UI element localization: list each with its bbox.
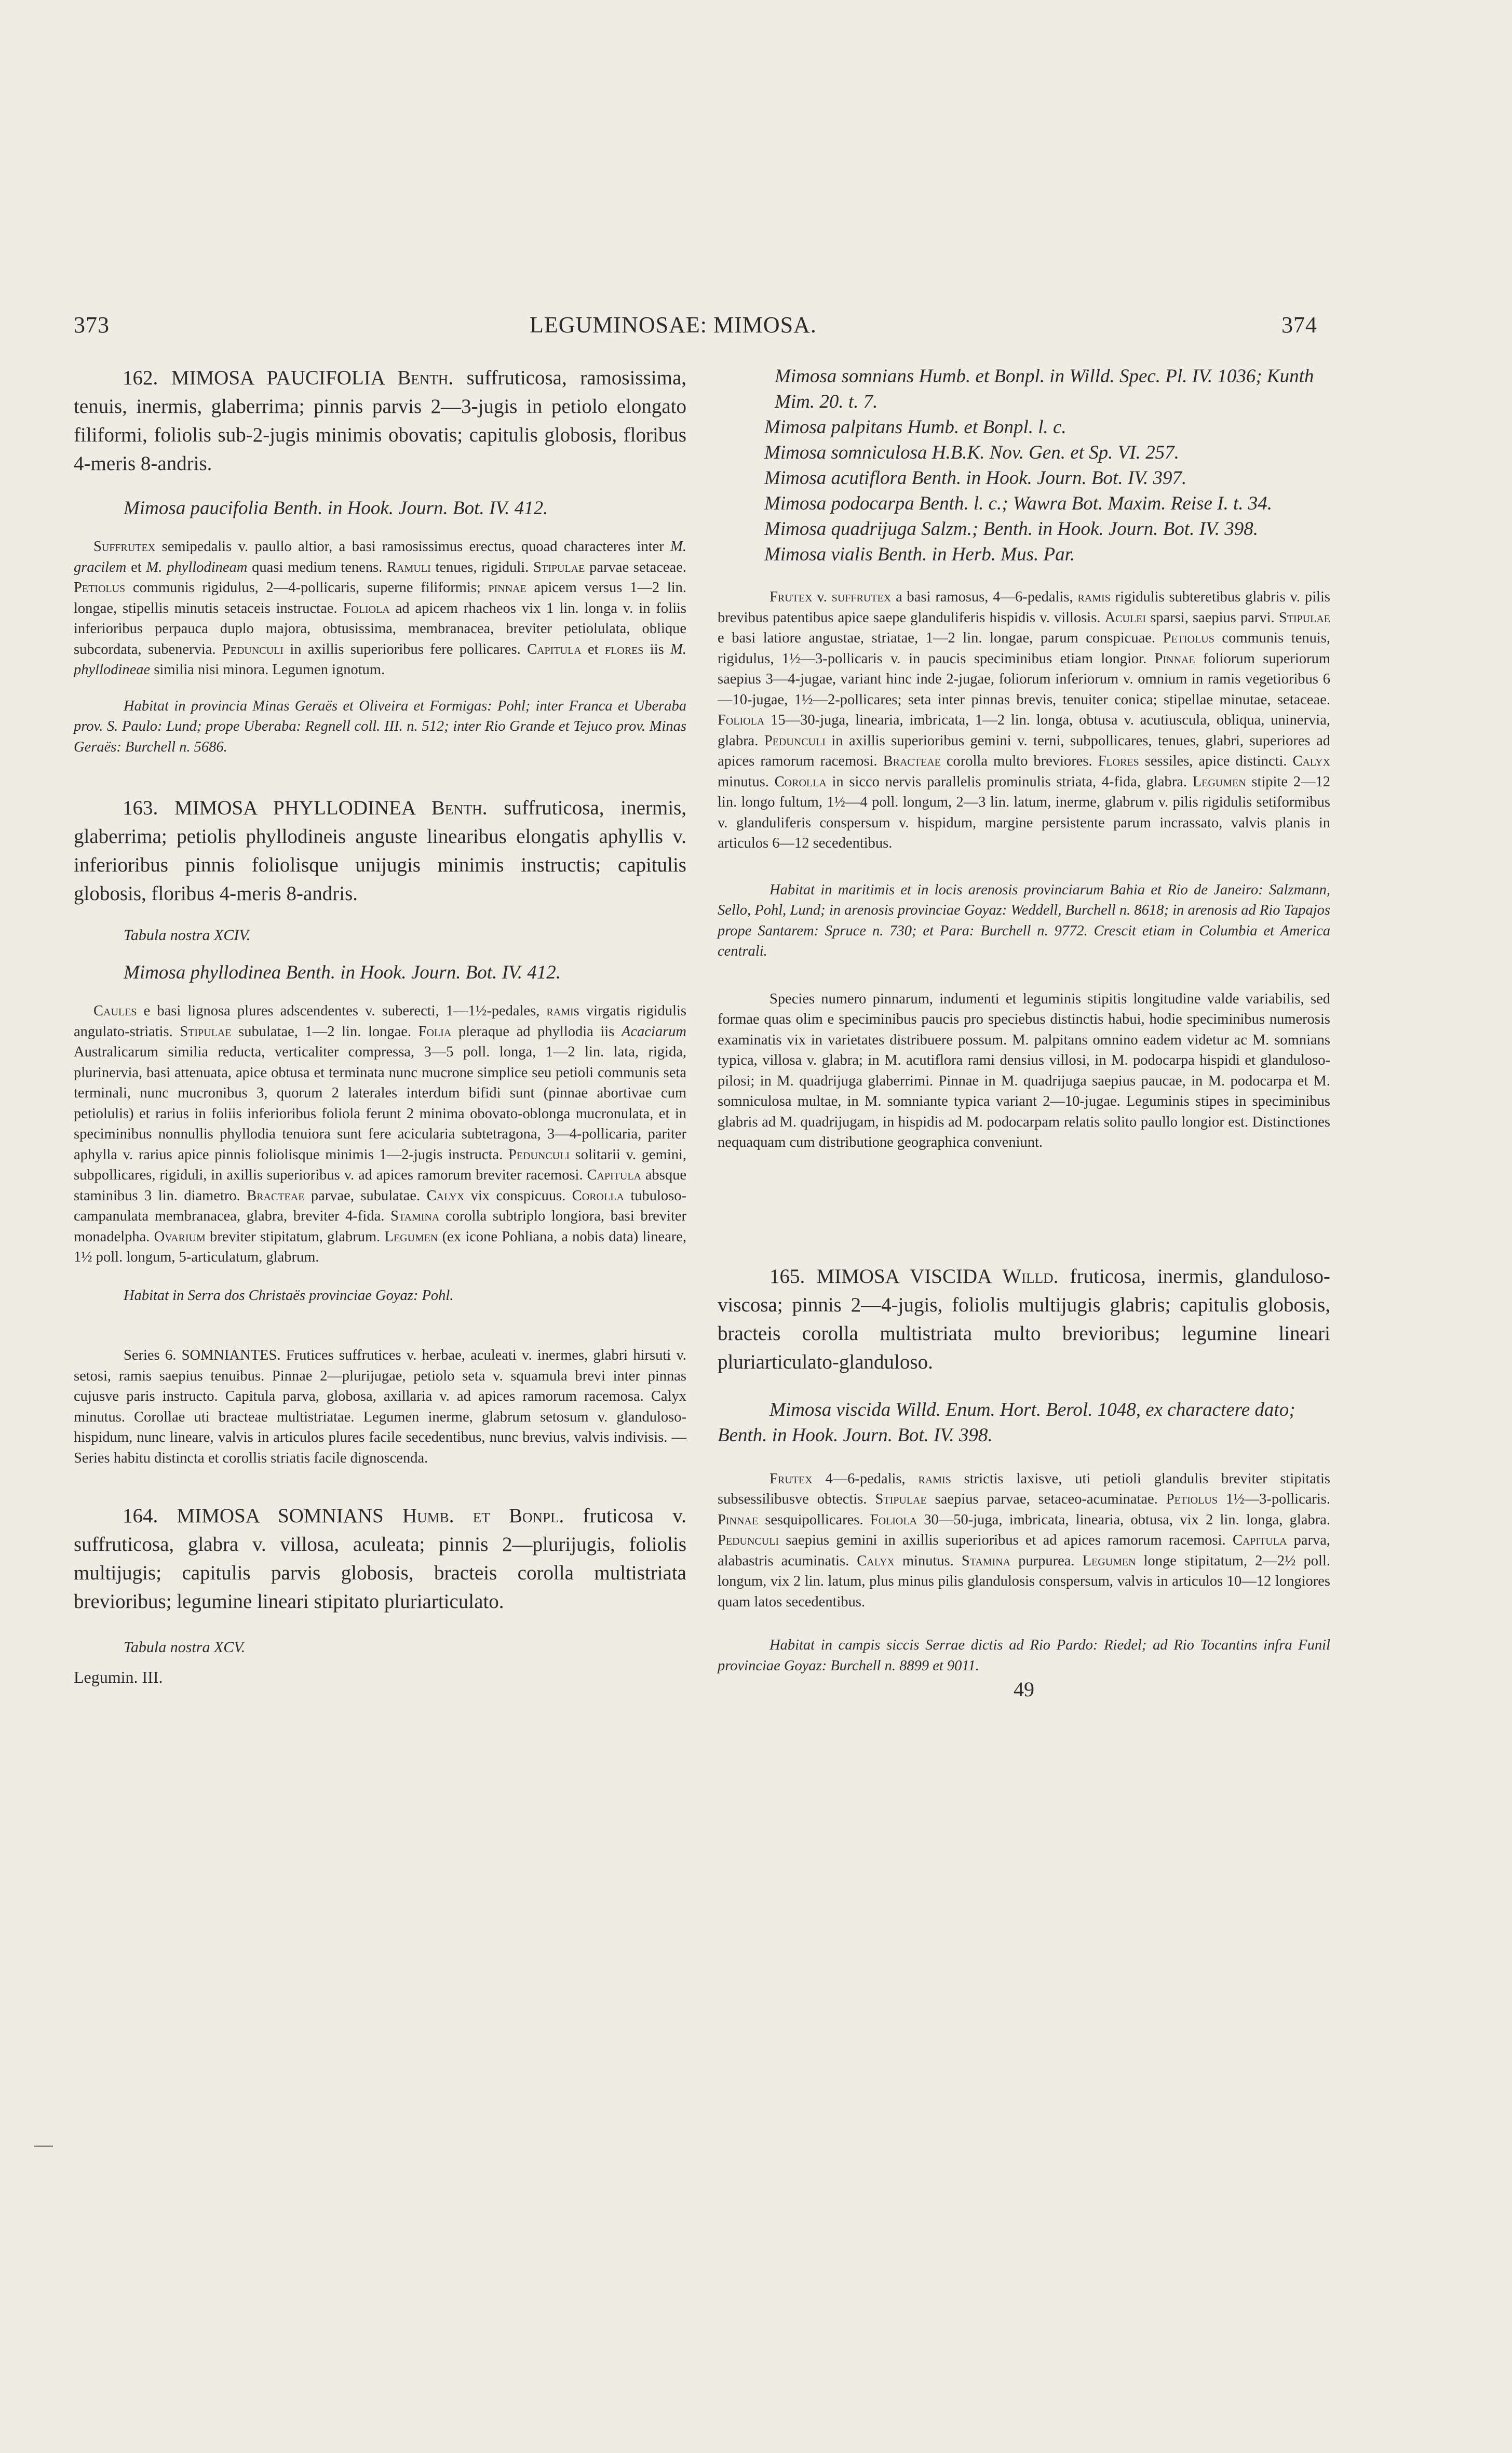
text: M. gracilem (74, 539, 686, 575)
text: parvae, subulatae. (304, 1187, 427, 1204)
left-column (74, 364, 686, 1687)
species-name: MIMOSA PAUCIFOLIA (171, 367, 384, 389)
term: Foliola (343, 600, 390, 616)
term: Folia (418, 1023, 452, 1040)
text: 15—30-juga, linearia, imbricata, 1—2 lin. longa, obtusa v. acutiuscula, obliqua, uninervia, glabra. (718, 712, 1330, 749)
signature-number: 49 (1014, 1678, 1034, 1701)
term: Pinnae (718, 1511, 759, 1528)
species-163-heading (74, 794, 686, 908)
text: 1½—3-pollicaris. (1217, 1491, 1330, 1507)
term: flores (604, 641, 644, 658)
synonym: Mimosa palpitans Humb. et Bonpl. l. c. (764, 417, 1066, 438)
term: Ovarium (154, 1228, 206, 1245)
term: Corolla (774, 773, 827, 790)
text: solitarii v. gemini, subpollicares, rigiduli, in axillis superioribus v. ad apices ramorum breviter racemosi. (74, 1146, 686, 1183)
species-diagnosis: suffruticosa, inermis, glaberrima; petiolis phyllodineis anguste linearibus elongatis aphyllis v. inferioribus pinnis foliolisque unijugis minimis instructis; capitulis globosis, floribus 4-meris 8-andris. (74, 797, 686, 905)
text: stipite 2—12 lin. longo fultum, 1½—4 poll. longum, 2—3 lin. latum, inerme, glabrum v. pilis rigidulis setiformibus v. glanduliferis conspersum v. hispidum, margine persistente parum incrassato, valvis planis in articulos 6—12 secedentibus. (718, 773, 1330, 851)
term: rami (546, 1003, 574, 1019)
page-number-right: 374 (1281, 312, 1317, 338)
running-header (0, 312, 1512, 348)
synonym: Mimosa somniculosa H.B.K. Nov. Gen. et Sp. VI. 257. (764, 442, 1179, 463)
term: Calyx (426, 1187, 465, 1204)
text: communis tenuis, rigidulus, 1½—3-pollicaris v. in paucis speciminibus etiam longior. (718, 630, 1330, 667)
species-165-description (718, 1469, 1330, 1613)
text: quasi medium tenens. (247, 559, 387, 575)
text: et (126, 559, 146, 575)
synonym-list (718, 364, 1330, 567)
term: Stipulae (180, 1023, 232, 1040)
text: minutus. (894, 1552, 962, 1569)
species-diagnosis: fruticosa, inermis, glanduloso-viscosa; pinnis 2—4-jugis, foliolis multijugis glabris; capitulis globosis, bracteis corolla multistriata multo brevioribus; legumine lineari pluriarticulato-glanduloso. (718, 1265, 1331, 1373)
species-name: MIMOSA VISCIDA (816, 1265, 991, 1288)
term: Pedunculi (508, 1146, 570, 1163)
text: communis rigidulus, 2—4-pollicaris, superne filiformis; (125, 580, 489, 596)
text: sesquipollicares. (758, 1511, 870, 1528)
species-number: 162. (123, 367, 158, 389)
term: Stipulae (875, 1491, 927, 1507)
habitat: Habitat in provincia Minas Geraës et Oliveira et Formigas: Pohl; inter Franca et Uberaba prov. S. Paulo: Lund; prope Uberaba: Regnell coll. III. n. 512; inter Rio Grande et Tejuco prov. Minas Geraës: Burchell n. 5686. (74, 698, 686, 755)
term: Aculei (1104, 609, 1146, 626)
species-name: MIMOSA SOMNIANS (177, 1505, 384, 1527)
text: purpurea. (1010, 1552, 1083, 1569)
habitat: Habitat in maritimis et in locis arenosis provinciarum Bahia et Rio de Janeiro: Salzmann, Sello, Pohl, Lund; in arenosis provinciae Goyaz: Weddell, Burchell n. 8618; in arenosis ad Rio Tapajos prope Santarem: Spruce n. 730; et Para: Burchell n. 9772. Crescit etiam in Columbia et America centrali. (718, 881, 1330, 959)
term: Capitula (1232, 1532, 1287, 1548)
text: corolla multo breviores. (940, 753, 1098, 769)
habitat: Habitat in Serra dos Christaës provinciae Goyaz: Pohl. (124, 1287, 454, 1304)
species-author: Humb. et Bonpl. (402, 1505, 564, 1527)
term: Capitula (527, 641, 582, 658)
synonym: Mimosa acutiflora Benth. in Hook. Journ. Bot. IV. 397. (764, 467, 1187, 489)
species-163-description (74, 1001, 686, 1268)
text: apicem versus 1—2 lin. longae, stipellis minutis setaceis instructae. (74, 580, 686, 616)
term: Petiolus (1163, 630, 1214, 646)
text: e basi latiore angustae, striatae, 1—2 lin. longae, parum conspicuae. (718, 630, 1163, 646)
series-description: Series 6. SOMNIANTES. Frutices suffrutices v. herbae, aculeati v. inermes, glabri hirsuti v. setosi, ramis saepius tenuibus. Pinnae 2—plurijugae, petiolo seta v. squamula brevi inter pinnas cujusve paris instructo. Capitula parva, globosa, axillaria v. ad apices ramorum racemosa. Calyx minutus. Corollae uti bracteae multistriatae. Legumen inerme, glabrum setosum v. glanduloso-hispidum, nunc lineare, valvis in articulos plures facile secedentibus, nunc brevius, valvis indivisis. — Series habitu distincta et corollis striatis facile dignoscenda. (74, 1347, 686, 1466)
term: Ramuli (387, 559, 431, 575)
term: Frutex (770, 589, 813, 605)
term: Petiolus (74, 580, 126, 596)
text: v. (812, 589, 832, 605)
term: Stipulae (533, 559, 585, 575)
signature-mark: Legumin. III. (74, 1668, 163, 1686)
species-author: Benth. (397, 367, 454, 389)
text: corolla subtriplo longiora, basi breviter monadelpha. (74, 1208, 687, 1245)
text: 4—6-pedalis, (812, 1470, 919, 1487)
species-164-description (718, 587, 1330, 854)
text: in axillis superioribus gemini v. terni, subpollicares, tenues, glabri, superiores ad apices ramorum racemosi. (718, 732, 1330, 769)
term: ramis (1077, 589, 1111, 605)
term: Suffrutex (93, 539, 156, 555)
term: pinnae (488, 580, 526, 596)
species-number: 163. (123, 797, 158, 819)
text: sparsi, saepius parvi. (1146, 609, 1279, 626)
term: suffrutex (831, 589, 892, 605)
text: a basi ramosus, 4—6-pedalis, (891, 589, 1078, 605)
margin-mark (34, 2146, 53, 2147)
text: longe stipitatum, 2—2½ poll. longum, vix 2 lin. latum, plus minus pilis glandulosis conspersum, valvis in articulos 10—12 longiores quam latos secedentibus. (718, 1552, 1331, 1610)
synonym: Mimosa paucifolia Benth. in Hook. Journ. Bot. IV. 412. (124, 498, 548, 519)
term: Bracteae (883, 753, 941, 769)
text: e basi lignosa plures adscendentes v. suberecti, 1—1½-pedales, (137, 1003, 547, 1019)
text: saepius gemini in axillis superioribus et ad apices ramorum racemosi. (779, 1532, 1233, 1548)
term: Petiolus (1166, 1491, 1218, 1507)
running-title: LEGUMINOSAE: MIMOSA. (530, 312, 817, 338)
text: pleraque ad phyllodia iis (451, 1023, 622, 1040)
synonym: Mimosa somnians Humb. et Bonpl. in Willd. Spec. Pl. IV. 1036; Kunth Mim. 20. t. 7. (775, 366, 1314, 412)
text: iis (643, 641, 671, 658)
species-diagnosis: suffruticosa, ramosissima, tenuis, inermis, glaberrima; pinnis parvis 2—3-jugis in petiolo elongato filiformi, foliolis sub-2-jugis minimis obovatis; capitulis globosis, floribus 4-meris 8-andris. (74, 367, 687, 475)
text: breviter stipitatum, glabrum. (205, 1228, 385, 1245)
text: subulatae, 1—2 lin. longae. (231, 1023, 419, 1040)
species-165-heading (718, 1262, 1330, 1376)
term: Bracteae (247, 1187, 305, 1204)
species-note: Species numero pinnarum, indumenti et leguminis stipitis longitudine valde variabilis, sed formae quas olim e speciminibus paucis pro speciebus distinctis habui, hodie speciminibus numerosis examinatis vix in varietates distribuere possum. M. palpitans omnino eadem videtur ac M. somnians typica, villosa v. glabra; in M. acutiflora rami densius villosi, in M. podocarpa hispidi et glanduloso-pilosi; in M. quadrijuga glaberrimi. Pinnae in M. quadrijuga saepius paucae, in M. podocarpa et M. somniculosa multae, in M. somniante typica variant 2—10-jugae. Leguminis stipes in speciminibus glabris ad M. quadrijugam, in hispidis ad M. podocarpam relatis solito paullo longior est. Distinctiones nequaquam cum distributione geographica conveniunt. (718, 990, 1330, 1150)
term: Calyx (857, 1552, 895, 1569)
term: Caules (93, 1003, 137, 1019)
term: Calyx (1292, 753, 1330, 769)
term: Legumen (1082, 1552, 1136, 1569)
synonym: Mimosa vialis Benth. in Herb. Mus. Par. (764, 544, 1075, 565)
term: Pedunculi (718, 1532, 779, 1548)
page-number-left: 373 (74, 312, 110, 338)
species-author: Willd. (1002, 1265, 1059, 1288)
text: in sicco nervis parallelis prominulis striata, 4-fida, glabra. (826, 773, 1193, 790)
right-column (718, 364, 1330, 1701)
text: parvae setaceae. (585, 559, 686, 575)
text: similia nisi minora. Legumen ignotum. (150, 662, 385, 678)
text: tenues, rigiduli. (430, 559, 534, 575)
text: et (581, 641, 605, 658)
text: ad apicem rhacheos vix 1 lin. longa v. in foliis inferioribus perpauca duplo majora, obtusissima, membranacea, breviter petiolulata, oblique subcordata, subenervia. (74, 600, 686, 658)
term: Legumen (384, 1228, 438, 1245)
text: (ex icone Pohliana, a nobis data) lineare, 1½ poll. longum, 5-articulatum, glabrum. (74, 1228, 686, 1265)
synonym: Mimosa podocarpa Benth. l. c.; Wawra Bot. Maxim. Reise I. t. 34. (764, 493, 1272, 514)
term: Pedunculi (222, 641, 284, 658)
text: M. phyllodineam (146, 559, 248, 575)
text: absque staminibus 3 lin. diametro. (74, 1167, 686, 1204)
text: Australicarum similia reducta, verticaliter compressa, 3—5 poll. longa, 1—2 lin. lata, rigida, plurinervia, basi attenuata, apice obtusa et terminata nunc mucrone simplice seu petioli communis seta terminali, nunc mucronibus 3, quorum 2 laterales interdum bifidi sunt (pinnae abortivae cum petiolulis) et rarius in foliis inferioribus foliola ferunt 2 minima obovato-oblonga mucronulata, et in speciminibus nonnullis phyllodia tenuiora sunt fere acicularia subtetragona, 3—4-pollicaria, pariter aphylla v. rarius apice pinnis foliolisque minimis 1—2-jugis instructa. (74, 1044, 686, 1163)
text: saepius parvae, setaceo-acuminatae. (926, 1491, 1166, 1507)
term: Frutex (770, 1470, 813, 1487)
plate-reference: Tabula nostra XCV. (124, 1639, 246, 1656)
species-164-heading (74, 1502, 686, 1616)
text: in axillis superioribus fere pollicares. (283, 641, 528, 658)
text: parva, alabastris acuminatis. (718, 1532, 1331, 1569)
habitat: Habitat in campis siccis Serrae dictis ad Rio Pardo: Riedel; ad Rio Tocantins infra Funil provinciae Goyaz: Burchell n. 8899 et 9011. (718, 1637, 1330, 1674)
term: Corolla (572, 1187, 624, 1204)
species-162-description (74, 537, 686, 680)
text: foliorum superiorum saepius 3—4-jugae, variant hinc inde 2-jugae, foliorum inferiorum v. omnium in ramis vegetioribus 6—10-jugae, 1½—2-pollicares; seta inter pinnas brevis, tenuiter conica; stipellae minutae, setaceae. (718, 650, 1330, 708)
text: sessiles, apice distincti. (1139, 753, 1293, 769)
species-diagnosis: fruticosa v. suffruticosa, glabra v. villosa, aculeata; pinnis 2—plurijugis, foliolis multijugis; capitulis parvis globosis, bracteis corolla multistriata brevioribus; legumine lineari stipitato pluriarticulato. (74, 1505, 686, 1613)
term: Flores (1098, 753, 1139, 769)
term: Stamina (390, 1208, 440, 1224)
species-name: MIMOSA PHYLLODINEA (174, 797, 415, 819)
term: Pedunculi (764, 732, 826, 749)
term: Stamina (961, 1552, 1011, 1569)
text: M. phyllodineae (74, 641, 686, 678)
text: vix conspicuus. (464, 1187, 572, 1204)
synonym: Mimosa quadrijuga Salzm.; Benth. in Hook. Journ. Bot. IV. 398. (764, 518, 1258, 540)
term: Legumen (1192, 773, 1246, 790)
text: semipedalis v. paullo altior, a basi ramosissimus erectus, quoad characteres inter (155, 539, 671, 555)
species-author: Benth. (431, 797, 488, 819)
term: Capitula (587, 1167, 641, 1183)
synonym: Mimosa phyllodinea Benth. in Hook. Journ. Bot. IV. 412. (124, 962, 561, 983)
term: Stipulae (1278, 609, 1331, 626)
text: rigidulis subteretibus glabris v. pilis brevibus patentibus apice saepe glanduliferis hispidis v. villosis. (718, 589, 1330, 626)
term: Pinnae (1154, 650, 1195, 667)
species-number: 165. (770, 1265, 805, 1288)
term: Foliola (718, 712, 765, 728)
species-number: 164. (123, 1505, 158, 1527)
text: minutus. (718, 773, 775, 790)
plate-reference: Tabula nostra XCIV. (124, 927, 251, 944)
text: tubuloso-campanulata membranacea, glabra, breviter 4-fida. (74, 1187, 686, 1224)
text: 30—50-juga, imbricata, linearia, obtusa, vix 2 lin. longa, glabra. (917, 1511, 1330, 1528)
text: s virgatis rigidulis angulato-striatis. (74, 1003, 686, 1040)
species-162-heading (74, 364, 686, 478)
synonym: Mimosa viscida Willd. Enum. Hort. Berol. 1048, ex charactere dato; Benth. in Hook. Journ. Bot. IV. 398. (718, 1399, 1295, 1446)
term: ramis (918, 1470, 951, 1487)
text: Acaciarum (621, 1023, 686, 1040)
term: Foliola (870, 1511, 917, 1528)
text: strictis laxisve, uti petioli glandulis breviter stipitatis subsessilibusve obtectis. (718, 1470, 1330, 1507)
